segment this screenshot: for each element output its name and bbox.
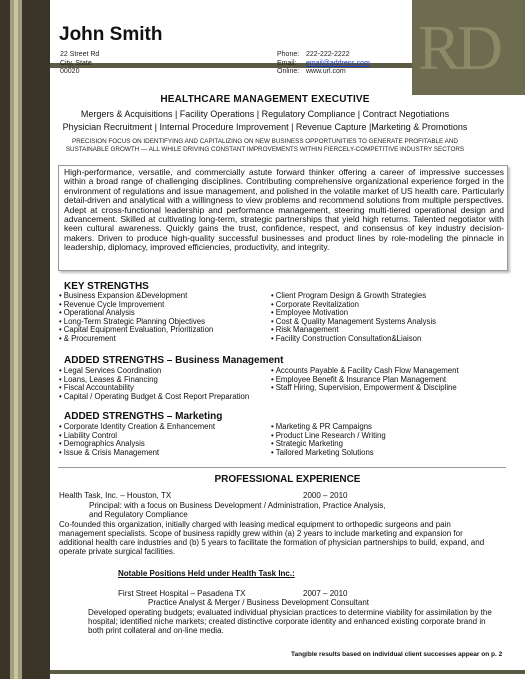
- job2-role: Practice Analyst & Merger / Business Development Consultant: [148, 598, 369, 607]
- address-street: 22 Street Rd: [60, 51, 100, 58]
- list-item: • Capital Equipment Evaluation, Prioritization: [59, 326, 213, 335]
- business-strengths-right-list: [271, 367, 459, 393]
- list-item: • Tailored Marketing Solutions: [271, 449, 386, 458]
- online-link[interactable]: www.url.com: [306, 68, 346, 75]
- job1-role-line-1: Principal: with a focus on Business Development / Administration, Practice Analysis,: [89, 501, 386, 510]
- footer-divider: [50, 670, 525, 674]
- job1-dates: 2000 – 2010: [303, 491, 348, 500]
- list-item: • Product Line Research / Writing: [271, 432, 386, 441]
- list-item: • Demographics Analysis: [59, 440, 215, 449]
- list-item: • Long-Term Strategic Planning Objectives: [59, 318, 213, 327]
- monogram-logo: [412, 0, 525, 95]
- specialties-line-2: Physician Recruitment | Internal Procedure Improvement | Revenue Capture |Marketing & Promotions: [62, 122, 468, 132]
- headline-title: HEALTHCARE MANAGEMENT EXECUTIVE: [160, 94, 370, 105]
- experience-divider: [58, 467, 506, 468]
- notable-positions-heading: Notable Positions Held under Health Task Inc.:: [118, 569, 295, 578]
- contact-block: [277, 51, 370, 77]
- key-strengths-right-list: [271, 292, 436, 344]
- left-decorative-accent: [14, 0, 18, 679]
- list-item: • Cost & Quality Management Systems Analysis: [271, 318, 436, 327]
- list-item: • Client Program Design & Growth Strategies: [271, 292, 436, 301]
- list-item: • Issue & Crisis Management: [59, 449, 215, 458]
- list-item: • Operational Analysis: [59, 309, 213, 318]
- specialties-line-1: Mergers & Acquisitions | Facility Operations | Regulatory Compliance | Contract Negotiations: [80, 109, 450, 119]
- address-block: [60, 51, 99, 77]
- list-item: • Accounts Payable & Facility Cash Flow Management: [271, 367, 459, 376]
- candidate-name: John Smith: [59, 24, 163, 45]
- job2-company: First Street Hospital – Pasadena TX: [118, 589, 246, 598]
- continuation-note: Tangible results based on individual client successes appear on p. 2: [291, 651, 503, 658]
- job1-role-line-2: and Regulatory Compliance: [89, 510, 188, 519]
- phone-value: 222-222-2222: [306, 51, 350, 58]
- list-item: • Legal Services Coordination: [59, 367, 249, 376]
- email-label: Email:: [277, 59, 297, 67]
- list-item: • Strategic Marketing: [271, 440, 386, 449]
- list-item: • Staff Hiring, Supervision, Empowerment & Discipline: [271, 384, 459, 393]
- job1-company: Health Task, Inc. – Houston, TX: [59, 491, 172, 500]
- email-link[interactable]: email@address.com: [306, 59, 370, 67]
- list-item: • Marketing & PR Campaigns: [271, 423, 386, 432]
- job1-description: Co-founded this organization, initially charged with leasing medical equipment to orthopedic surgeons and pain management specialists. Scope of business rapidly grew within (a) 2 years to include marketing and expansion for additional health care industries and (b) 5 years to facilitate the formation of physician partnerships to build, expand, and operate private surgical facilities.: [59, 520, 485, 556]
- job2-dates: 2007 – 2010: [303, 589, 348, 598]
- business-strengths-left-list: [59, 367, 249, 401]
- marketing-strengths-heading: ADDED STRENGTHS – Marketing: [64, 411, 223, 422]
- marketing-strengths-right-list: [271, 423, 386, 457]
- list-item: • Fiscal Accountability: [59, 384, 249, 393]
- list-item: • Facility Construction Consultation&Liaison: [271, 335, 436, 344]
- monogram-letters: RD: [418, 12, 499, 83]
- online-label: Online:: [277, 68, 300, 75]
- list-item: • Liability Control: [59, 432, 215, 441]
- key-strengths-left-list: [59, 292, 213, 344]
- list-item: • Corporate Identity Creation & Enhancement: [59, 423, 215, 432]
- list-item: • & Procurement: [59, 335, 213, 344]
- key-strengths-heading: KEY STRENGTHS: [64, 281, 149, 292]
- list-item: • Employee Motivation: [271, 309, 436, 318]
- address-city: City, State: [60, 59, 92, 67]
- list-item: • Corporate Revitalization: [271, 301, 436, 310]
- list-item: • Risk Management: [271, 326, 436, 335]
- marketing-strengths-left-list: [59, 423, 215, 457]
- experience-heading: PROFESSIONAL EXPERIENCE: [214, 474, 361, 485]
- list-item: • Employee Benefit & Insurance Plan Management: [271, 376, 459, 385]
- list-item: • Capital / Operating Budget & Cost Report Preparation: [59, 393, 249, 402]
- left-decorative-bar: [0, 0, 50, 679]
- list-item: • Loans, Leases & Financing: [59, 376, 249, 385]
- list-item: • Business Expansion &Development: [59, 292, 213, 301]
- job2-description: Developed operating budgets; evaluated individual physician practices to determine viability for assimilation by the hospital; identified niche markets; created distinctive corporate identity and enhanced existing corporate brand in both print collateral and on-line media.: [88, 608, 492, 635]
- address-zip: 00020: [60, 68, 80, 75]
- phone-label: Phone:: [277, 51, 300, 58]
- precision-statement: PRECISION FOCUS ON IDENTIFYING AND CAPITALIZING ON NEW BUSINESS OPPORTUNITIES TO GENERATE PROFITABLE AND SUSTAINABLE GROWTH — ALL WHILE DRIVING CONSTANT IMPROVEMENTS WITHIN FIERCELY-COMPETITIVE INDUSTRY SECTORS: [65, 138, 465, 153]
- summary-text: High-performance, versatile, and commercially astute forward thinker offering a career of impressive successes within a broad range of challenging disciplines. Contributing comprehensive organizational experience forged in the environment of regulations and issue management, and polished in the volatile market of US health care. Particularly detail-driven and analytical with a willingness to view problems and recommend solutions from multiple perspectives. Adept at cross-functional leadership and performance management, steering multi-tiered operational design and advancement. Skilled at cultivating long-term, strategic partnerships that yield high returns. Talented negotiator with keen cultural awareness. Quickly gains the trust, confidence, respect, and consensus of key industry decision-makers. Driven to produce high-quality successful businesses and product lines by role-modeling the pinnacle in leadership, diplomacy, improved efficiencies, productivity, and integrity.: [64, 167, 504, 253]
- business-strengths-heading: ADDED STRENGTHS – Business Management: [64, 355, 284, 366]
- list-item: • Revenue Cycle Improvement: [59, 301, 213, 310]
